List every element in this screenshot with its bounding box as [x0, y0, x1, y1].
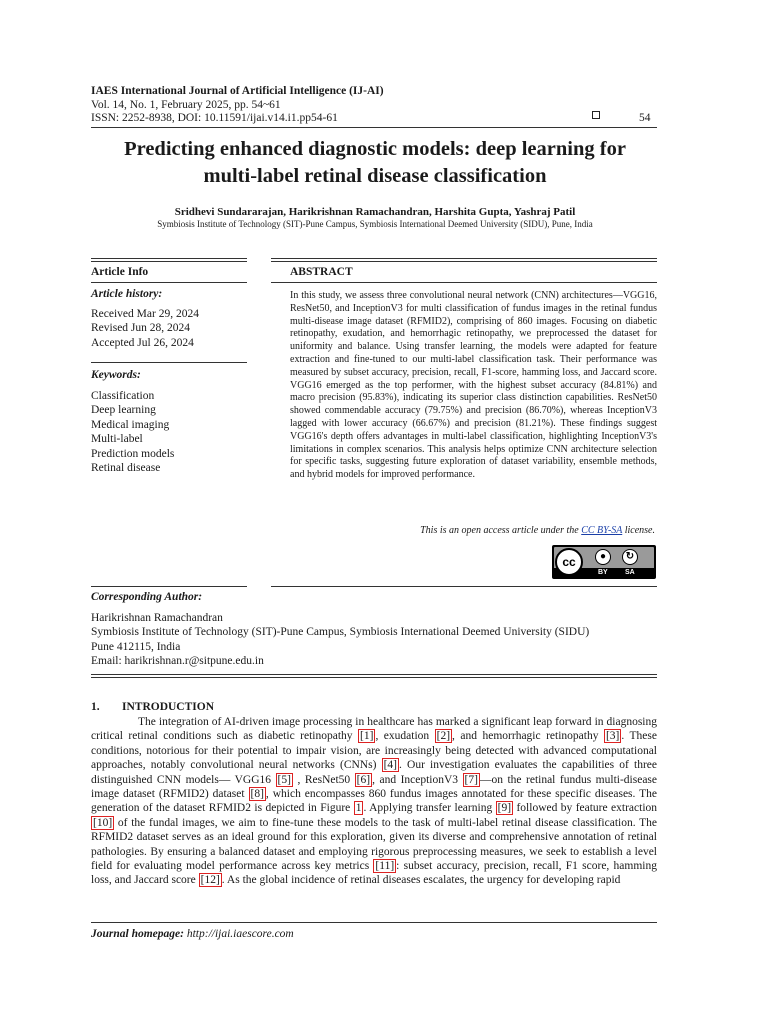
section-rule-2	[91, 677, 657, 678]
citation-link[interactable]: [9]	[497, 802, 512, 815]
abstract-top-rule-1	[271, 258, 657, 259]
by-label: BY	[598, 569, 608, 576]
corresponding-institution: Symbiosis Institute of Technology (SIT)-Pune Campus, Symbiosis International Deemed University (SIDU)	[91, 626, 590, 639]
abstract-top-rule-2	[271, 261, 657, 262]
affiliation: Symbiosis Institute of Technology (SIT)-Pune Campus, Symbiosis International Deemed University (SIDU), Pune, India	[157, 219, 593, 229]
info-rule	[91, 282, 247, 283]
cc-icon: cc	[555, 548, 583, 576]
citation-link[interactable]: [2]	[436, 730, 451, 743]
corr-rule-left	[91, 586, 247, 587]
open-access-suffix: license.	[622, 525, 655, 536]
received-date: Received Mar 29, 2024	[91, 308, 199, 320]
attribution-icon: ●	[595, 549, 611, 565]
sa-label: SA	[625, 569, 635, 576]
keyword-list	[91, 389, 174, 475]
citation-link[interactable]: [11]	[375, 860, 395, 873]
info-top-rule-2	[91, 261, 247, 262]
accepted-date: Accepted Jul 26, 2024	[91, 336, 194, 349]
paper-title	[60, 136, 690, 190]
history-heading: Article history:	[91, 288, 163, 300]
intro-number: 1.	[91, 701, 100, 713]
cc-by-sa-badge[interactable]	[552, 545, 656, 579]
keywords-heading: Keywords:	[91, 369, 141, 381]
corresponding-details	[91, 611, 589, 669]
citation-link[interactable]: [7]	[464, 773, 478, 786]
keyword-item: Deep learning	[91, 404, 156, 417]
article-history	[91, 307, 199, 350]
citation-link[interactable]: [3]	[605, 730, 620, 743]
figure-link[interactable]: 1	[355, 802, 362, 815]
journal-homepage	[91, 927, 294, 941]
citation-link[interactable]: [6]	[356, 773, 371, 786]
title-line-2: multi-label retinal disease classification	[203, 165, 547, 187]
title-line-1: Predicting enhanced diagnostic models: deep learning for	[124, 138, 626, 160]
homepage-label: Journal homepage:	[91, 928, 184, 940]
share-alike-icon: ↻	[622, 549, 638, 565]
history-rule	[91, 362, 247, 363]
license-link[interactable]: CC BY-SA	[581, 525, 623, 536]
keyword-item: Prediction models	[91, 447, 175, 460]
keyword-item: Classification	[91, 390, 155, 402]
homepage-url[interactable]: http://ijai.iaescore.com	[183, 928, 294, 940]
keyword-item: Multi-label	[91, 433, 143, 446]
abstract-rule	[271, 282, 657, 283]
volume-info: Vol. 14, No. 1, February 2025, pp. 54~61	[91, 99, 281, 111]
corresponding-email[interactable]: Email: harikrishnan.r@sitpune.edu.in	[91, 655, 264, 668]
info-top-rule-1	[91, 258, 247, 259]
authors: Sridhevi Sundararajan, Harikrishnan Ramachandran, Harshita Gupta, Yashraj Patil	[174, 206, 576, 218]
abstract-text: In this study, we assess three convolutional neural network (CNN) architectures—VGG16, ResNet50, and InceptionV3 for multi classification of fundus images in the retinal fundus multi-disease image dataset (RFMID2), comprising of 860 images. Focusing on diabetic retinopathy, exudation, and hemorrhagic retinopathy, we preprocessed the dataset for uniformity and balance. Using transfer learning, the models were adapted for feature extraction and fine-tuned to our multi-label classification task. Their performance was measured by subset accuracy, precision, recall, F1-score, hamming loss, and Jaccard score. VGG16 emerged as the top performer, with the highest subset accuracy (84.81%) and macro precision (95.83%), indicating its superior class distinction capabilities. ResNet50 showed commendable accuracy (79.75%) and precision (86.70%), whereas InceptionV3 lagged with lower accuracy (66.67%) and precision (81.21%). These findings suggest VGG16's depth offers advantages in multi-label classification, highlighting InceptionV3's limitations in complex scenarios. This analysis helps optimize CNN architecture selection for specific tasks, suggesting future exploration of dataset variability, ensemble methods, and hybrid models for improved performance.	[290, 290, 657, 481]
citation-link[interactable]: [5]	[277, 773, 291, 786]
keyword-item: Medical imaging	[91, 418, 170, 431]
citation-link[interactable]: [4]	[383, 759, 397, 772]
open-access-note	[290, 524, 655, 537]
citation-link[interactable]: [1]	[360, 730, 374, 743]
corresponding-heading: Corresponding Author:	[91, 591, 203, 603]
corresponding-address: Pune 412115, India	[91, 640, 181, 653]
abstract-heading: ABSTRACT	[290, 266, 353, 278]
header-rule	[91, 127, 657, 128]
open-access-prefix: This is an open access article under the	[420, 525, 582, 536]
issn-doi: ISSN: 2252-8938, DOI: 10.11591/ijai.v14.i1.pp54-61	[91, 112, 338, 124]
citation-link[interactable]: [10]	[93, 816, 113, 829]
revised-date: Revised Jun 28, 2024	[91, 322, 191, 335]
citation-link[interactable]: [12]	[200, 874, 220, 887]
corresponding-name: Harikrishnan Ramachandran	[91, 612, 223, 624]
journal-title: IAES International Journal of Artificial Intelligence (IJ-AI)	[91, 85, 384, 97]
footer-rule	[91, 922, 657, 923]
intro-heading: INTRODUCTION	[122, 701, 215, 713]
section-rule-1	[91, 674, 657, 675]
keyword-item: Retinal disease	[91, 462, 161, 475]
article-info-heading: Article Info	[91, 266, 149, 278]
page-number: 54	[639, 112, 651, 124]
square-icon	[592, 111, 600, 119]
corr-rule-right	[271, 586, 657, 587]
intro-paragraph: The integration of AI-driven image processing in healthcare has marked a significant leap forward in diagnosing critical retinal conditions such as diabetic retinopathy [1] , exudation [2] , and hemorrhagic retinopathy [3] . These conditions, notorious for their potential to impair vision, are increasingly being detected with advanced computational approaches, notably convolutional neural networks (CNNs) [4] . Our investigation evaluates the capabilities of three distinguished CNN models— VGG16 [5] , ResNet50 [6] , and InceptionV3 [7] —on the retinal fundus multi-disease image dataset (RFMID2) dataset [8] , which encompasses 860 fundus images annotated for these specific diseases. The generation of the dataset RFMID2 is depicted in Figure 1 . Applying transfer learning [9] followed by feature extraction [10] of the fundal images, we aim to fine-tune these models to the task of multi-label retinal disease classification. The RFMID2 dataset serves as an ideal ground for this exploration, given its diverse and comprehensive annotation of retinal pathologies. By ensuring a balanced dataset and employing rigorous preprocessing measures, we seek to establish a level field for evaluating model performance across key metrics [11] : subset accuracy, precision, recall, F1 score, hamming loss, and Jaccard score [12] . As the global incidence of retinal diseases escalates, the urgency for developing rapid	[91, 716, 658, 887]
citation-link[interactable]: [8]	[250, 788, 264, 801]
